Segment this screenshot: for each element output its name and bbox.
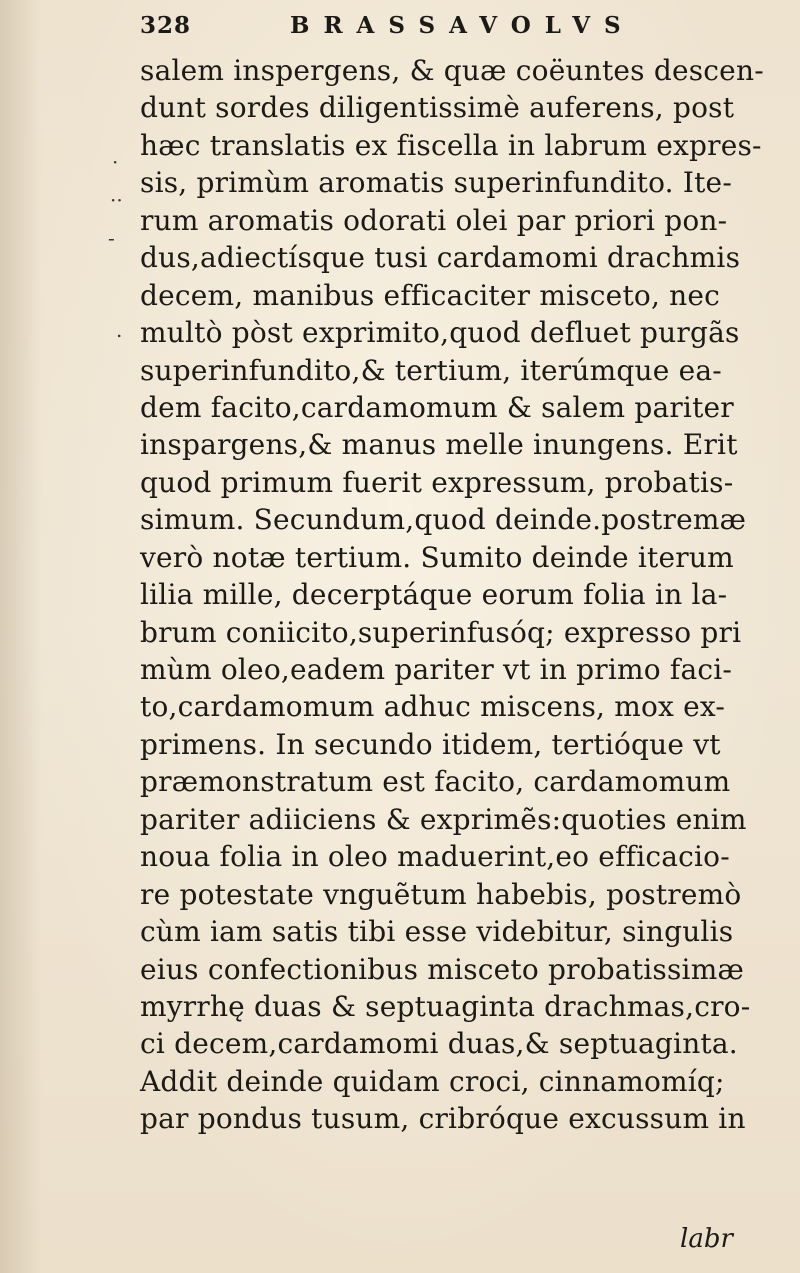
text-line: Addit deinde quidam croci, cinnamomíq;	[140, 1064, 725, 1098]
text-line: dem facito,cardamomum & salem pariter	[140, 390, 734, 424]
text-line: ci decem,cardamomi duas,& septuaginta.	[140, 1027, 738, 1061]
text-line: sis, primùm aromatis superinfundito. Ite-	[140, 166, 732, 200]
text-line: brum coniicito,superinfusóq; expresso pri	[140, 615, 742, 649]
running-title: BRASSAVOLVS	[290, 12, 635, 39]
text-line: salem inspergens, & quæ coëuntes descen-	[140, 54, 764, 87]
page-gutter-shadow	[0, 0, 42, 1273]
text-line: noua folia in oleo maduerint,eo efficacio-	[140, 840, 730, 874]
text-line: præmonstratum est facito, cardamomum	[140, 765, 731, 799]
margin-dot: .	[116, 318, 123, 342]
text-line: lilia mille, decerptáque eorum folia in la-	[140, 578, 728, 612]
body-text	[140, 52, 780, 1138]
text-line: verò notæ tertium. Sumito deinde iterum	[140, 540, 734, 574]
page-number: 328	[140, 12, 192, 39]
text-line: simum. Secundum,quod deinde.postremæ	[140, 503, 747, 537]
margin-dash: -	[108, 226, 115, 250]
text-line: inspargens,& manus melle inungens. Erit	[140, 428, 738, 462]
text-line: pariter adiiciens & exprimẽs:quoties enim	[140, 802, 747, 836]
text-line: multò pòst exprimito,quod defluet purgãs	[140, 316, 740, 350]
text-line: par pondus tusum, cribróque excussum in	[140, 1102, 746, 1136]
text-line: myrrhę duas & septuaginta drachmas,cro-	[140, 989, 751, 1023]
text-line: rum aromatis odorati olei par priori pon-	[140, 203, 728, 237]
running-head	[140, 10, 660, 46]
text-line: superinfundito,& tertium, iterúmque ea-	[140, 353, 722, 387]
text-line: dunt sordes diligentissimè auferens, post	[140, 91, 735, 125]
margin-dot: ·	[112, 150, 119, 174]
text-line: re potestate vnguẽtum habebis, postremò	[140, 877, 742, 911]
catchword: labr	[680, 1224, 733, 1254]
text-line: to,cardamomum adhuc miscens, mox ex-	[140, 690, 726, 724]
text-line: quod primum fuerit expressum, probatis-	[140, 465, 734, 499]
margin-dot: ··	[110, 188, 123, 212]
text-line: primens. In secundo itidem, tertióque vt	[140, 727, 721, 761]
text-line: cùm iam satis tibi esse videbitur, singulis	[140, 915, 734, 949]
text-line: decem, manibus efficaciter misceto, nec	[140, 278, 721, 312]
text-line: mùm oleo,eadem pariter vt in primo faci-	[140, 653, 733, 686]
text-line: eius confectionibus misceto probatissimæ	[140, 952, 744, 986]
text-line: hæc translatis ex fiscella in labrum expres-	[140, 128, 762, 162]
text-line: dus,adiectísque tusi cardamomi drachmis	[140, 241, 741, 275]
